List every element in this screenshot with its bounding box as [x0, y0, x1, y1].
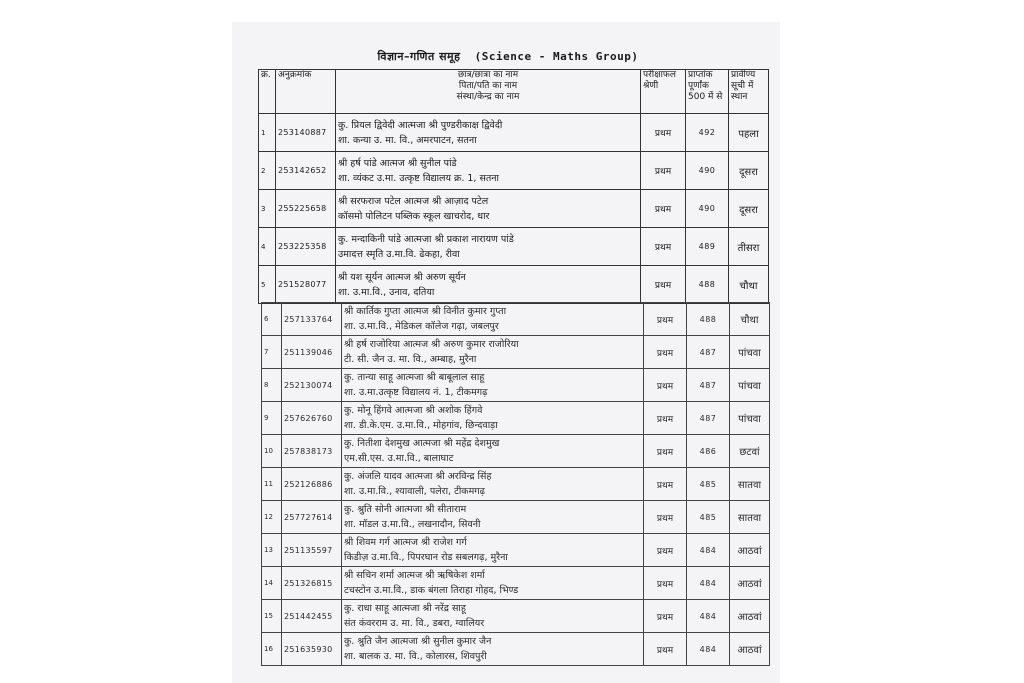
- row-rank: सातवा: [730, 468, 770, 501]
- row-sno: 11: [262, 468, 282, 501]
- table-row: [259, 114, 769, 152]
- row-result: प्रथम: [641, 228, 686, 266]
- row-roll-number: 257626760: [282, 402, 342, 435]
- row-student-name: कु. प्रियल द्विवेदी आत्मजा श्री पुण्डरीकाक्ष द्विवेदी: [338, 119, 503, 131]
- header-rank: [729, 70, 769, 114]
- row-student-name: श्री सचिन शर्मा आत्मज श्री ऋषिकेश शर्मा: [344, 570, 485, 581]
- row-rank: तीसरा: [729, 228, 769, 266]
- row-marks: 484: [687, 567, 730, 600]
- row-name-cell: [342, 567, 644, 600]
- row-marks: 486: [687, 435, 730, 468]
- merit-table-bottom: [261, 302, 770, 666]
- row-roll-number: 251326815: [282, 567, 342, 600]
- row-school-name: कॉसमो पोलिटन पब्लिक स्कूल खाचरोद, धार: [338, 210, 490, 222]
- row-roll-number: 257727614: [282, 501, 342, 534]
- row-student-name: श्री हर्ष पांडे आत्मज श्री सुनील पांडे: [338, 157, 457, 169]
- table-row: [259, 152, 769, 190]
- table-row: [259, 228, 769, 266]
- title-hindi: विज्ञान–गणित समूह: [377, 50, 461, 63]
- row-roll-number: 257838173: [282, 435, 342, 468]
- row-rank: पांचवा: [730, 369, 770, 402]
- row-roll-number: 253142652: [276, 152, 336, 190]
- header-sno: क्र.: [259, 70, 276, 114]
- table-row: [262, 600, 770, 633]
- row-result: प्रथम: [644, 468, 687, 501]
- row-roll-number: 251635930: [282, 633, 342, 666]
- row-name-cell: [342, 600, 644, 633]
- table-row: [262, 567, 770, 600]
- table-row: [262, 402, 770, 435]
- row-student-name: कु. श्रुति सोनी आत्मजा श्री सीताराम: [344, 504, 467, 515]
- row-student-name: श्री शिवम गर्ग आत्मज श्री राजेश गर्ग: [344, 537, 467, 548]
- header-marks-line2: पूर्णांक: [688, 81, 709, 91]
- header-rank-line3: स्थान: [731, 92, 748, 102]
- row-name-cell: [342, 534, 644, 567]
- title-english: (Science - Maths Group): [474, 50, 639, 63]
- header-name-line3: संस्था/केन्द्र का नाम: [456, 92, 520, 102]
- header-marks-line1: प्राप्तांक: [688, 70, 713, 80]
- row-result: प्रथम: [644, 303, 687, 336]
- row-school-name: शा. उ.मा.वि., मेडिकल कॉलेज गढ़ा, जबलपुर: [344, 321, 499, 332]
- row-name-cell: [342, 336, 644, 369]
- row-marks: 490: [686, 190, 729, 228]
- row-name-cell: [342, 402, 644, 435]
- row-student-name: श्री कार्तिक गुप्ता आत्मज श्री विनीत कुमार गुप्ता: [344, 306, 507, 317]
- row-name-cell: [342, 303, 644, 336]
- row-rank: आठवां: [730, 633, 770, 666]
- table-row: [262, 303, 770, 336]
- row-rank: आठवां: [730, 600, 770, 633]
- row-roll-number: 251442455: [282, 600, 342, 633]
- row-marks: 484: [687, 534, 730, 567]
- row-marks: 490: [686, 152, 729, 190]
- header-marks-line3: 500 में से: [688, 92, 723, 102]
- header-name-line1: छात्र/छात्रा का नाम: [457, 70, 519, 80]
- row-name-cell: [342, 435, 644, 468]
- row-student-name: कु. तान्या साहू आत्मजा श्री बाबूलाल साहू: [344, 372, 485, 383]
- row-result: प्रथम: [644, 567, 687, 600]
- page-title: [258, 49, 758, 64]
- header-result-line2: श्रेणी: [643, 81, 659, 91]
- row-marks: 485: [687, 468, 730, 501]
- row-school-name: टचस्टोन उ.मा.वि., डाक बंगला तिराहा गोहद, भिण्ड: [344, 585, 519, 596]
- row-school-name: शा. कन्या उ. मा. वि., अमरपाटन, सतना: [338, 134, 477, 146]
- row-marks: 488: [687, 303, 730, 336]
- row-marks: 487: [687, 369, 730, 402]
- header-result: [641, 70, 686, 114]
- table-row: [262, 336, 770, 369]
- row-roll-number: 251139046: [282, 336, 342, 369]
- row-student-name: कु. नितीशा देशमुख आत्मजा श्री महेंद्र देशमुख: [344, 438, 500, 449]
- table-row: [262, 534, 770, 567]
- row-result: प्रथम: [644, 369, 687, 402]
- header-rank-line2: सूची में: [731, 81, 754, 91]
- row-sno: 7: [262, 336, 282, 369]
- row-name-cell: [342, 468, 644, 501]
- row-result: प्रथम: [644, 600, 687, 633]
- row-rank: सातवा: [730, 501, 770, 534]
- row-student-name: श्री सरफराज पटेल आत्मज श्री आज़ाद पटेल: [338, 195, 489, 207]
- header-roll: अनुक्रमांक: [276, 70, 336, 114]
- row-name-cell: [336, 152, 641, 190]
- table-row: [262, 468, 770, 501]
- row-result: प्रथम: [644, 402, 687, 435]
- row-rank: छटवां: [730, 435, 770, 468]
- row-sno: 16: [262, 633, 282, 666]
- row-school-name: शा. व्यंकट उ.मा. उत्कृष्ट विद्यालय क्र. 1, सतना: [338, 172, 500, 184]
- row-student-name: कु. राधा साहू आत्मजा श्री नरेंद्र साहू: [344, 603, 466, 614]
- row-sno: 4: [259, 228, 276, 266]
- row-result: प्रथम: [641, 190, 686, 228]
- row-sno: 13: [262, 534, 282, 567]
- table-body-top: [259, 114, 769, 304]
- row-name-cell: [342, 369, 644, 402]
- row-sno: 12: [262, 501, 282, 534]
- row-roll-number: 257133764: [282, 303, 342, 336]
- table-header: [259, 70, 769, 114]
- row-result: प्रथम: [644, 501, 687, 534]
- row-roll-number: 253140887: [276, 114, 336, 152]
- row-result: प्रथम: [641, 114, 686, 152]
- row-school-name: शा. मॉडल उ.मा.वि., लखनादौन, सिवनी: [344, 519, 481, 530]
- row-result: प्रथम: [644, 633, 687, 666]
- row-school-name: किडीज़ उ.मा.वि., पिपरघान रोड सबलगढ़, मुरैना: [344, 552, 508, 563]
- row-marks: 487: [687, 402, 730, 435]
- header-result-line1: परीक्षाफल: [643, 70, 676, 80]
- row-sno: 8: [262, 369, 282, 402]
- row-marks: 484: [687, 600, 730, 633]
- header-rank-line1: प्रावीण्य: [731, 70, 756, 80]
- row-rank: दूसरा: [729, 190, 769, 228]
- row-roll-number: 255225658: [276, 190, 336, 228]
- row-school-name: शा. उ.मा.उत्कृष्ट विद्यालय नं. 1, टीकमगढ़: [344, 387, 488, 398]
- row-name-cell: [336, 114, 641, 152]
- row-student-name: कु. श्रुति जैन आत्मजा श्री सुनील कुमार जैन: [344, 636, 492, 647]
- header-name-line2: पिता/पति का नाम: [458, 81, 518, 91]
- row-sno: 2: [259, 152, 276, 190]
- row-marks: 489: [686, 228, 729, 266]
- row-sno: 9: [262, 402, 282, 435]
- row-name-cell: [342, 501, 644, 534]
- row-rank: चौथा: [730, 303, 770, 336]
- row-roll-number: 252130074: [282, 369, 342, 402]
- table-row: [262, 369, 770, 402]
- row-sno: 6: [262, 303, 282, 336]
- row-result: प्रथम: [644, 435, 687, 468]
- header-name: [336, 70, 641, 114]
- table-row: [262, 633, 770, 666]
- row-school-name: शा. बालक उ. मा. वि., कोलारस, शिवपुरी: [344, 651, 487, 662]
- row-rank: पहला: [729, 114, 769, 152]
- row-sno: 15: [262, 600, 282, 633]
- row-rank: आठवां: [730, 534, 770, 567]
- merit-table-top: [258, 69, 769, 304]
- row-roll-number: 252126886: [282, 468, 342, 501]
- row-rank: दूसरा: [729, 152, 769, 190]
- row-student-name: श्री हर्ष राजोरिया आत्मज श्री अरुण कुमार राजोरिया: [344, 339, 519, 350]
- row-school-name: टी. सी. जैन उ. मा. वि., अम्बाह, मुरैना: [344, 354, 477, 365]
- row-rank: चौथा: [729, 266, 769, 304]
- row-student-name: श्री यश सूर्यन आत्मज श्री अरुण सूर्यन: [338, 271, 466, 283]
- row-student-name: कु. मोनू हिंगवे आत्मजा श्री अशोक हिंगवे: [344, 405, 483, 416]
- row-marks: 485: [687, 501, 730, 534]
- row-roll-number: 251135597: [282, 534, 342, 567]
- row-result: प्रथम: [641, 266, 686, 304]
- row-marks: 492: [686, 114, 729, 152]
- row-roll-number: 253225358: [276, 228, 336, 266]
- row-roll-number: 251528077: [276, 266, 336, 304]
- table-body-bottom: [262, 303, 770, 666]
- row-student-name: कु. अंजलि यादव आत्मजा श्री अरविन्द्र सिंह: [344, 471, 492, 482]
- row-result: प्रथम: [644, 534, 687, 567]
- header-marks: [686, 70, 729, 114]
- row-marks: 487: [687, 336, 730, 369]
- row-name-cell: [336, 266, 641, 304]
- row-name-cell: [336, 190, 641, 228]
- row-marks: 488: [686, 266, 729, 304]
- row-school-name: उमादत्त स्मृति उ.मा.वि. ढेकहा, रीवा: [338, 248, 460, 260]
- row-rank: पांचवा: [730, 402, 770, 435]
- row-sno: 5: [259, 266, 276, 304]
- table-row: [262, 435, 770, 468]
- row-rank: पांचवा: [730, 336, 770, 369]
- table-row: [262, 501, 770, 534]
- row-marks: 484: [687, 633, 730, 666]
- row-sno: 10: [262, 435, 282, 468]
- row-sno: 14: [262, 567, 282, 600]
- table-row: [259, 266, 769, 304]
- row-name-cell: [342, 633, 644, 666]
- table-row: [259, 190, 769, 228]
- row-school-name: एम.सी.एस. उ.मा.वि., बालाघाट: [344, 453, 454, 464]
- row-school-name: शा. उ.मा.वि., उनाव, दतिया: [338, 286, 435, 298]
- row-result: प्रथम: [641, 152, 686, 190]
- row-sno: 3: [259, 190, 276, 228]
- row-student-name: कु. मन्दाकिनी पांडे आत्मजा श्री प्रकाश नारायण पांडे: [338, 233, 514, 245]
- row-rank: आठवां: [730, 567, 770, 600]
- row-name-cell: [336, 228, 641, 266]
- row-result: प्रथम: [644, 336, 687, 369]
- row-school-name: संत कंवरराम उ. मा. वि., डबरा, ग्वालियर: [344, 618, 485, 629]
- row-sno: 1: [259, 114, 276, 152]
- row-school-name: शा. डी.के.एम. उ.मा.वि., मोहगांव, छिन्दवाड़ा: [344, 420, 498, 431]
- row-school-name: शा. उ.मा.वि., श्यावाली, पलेरा, टीकमगढ़: [344, 486, 485, 497]
